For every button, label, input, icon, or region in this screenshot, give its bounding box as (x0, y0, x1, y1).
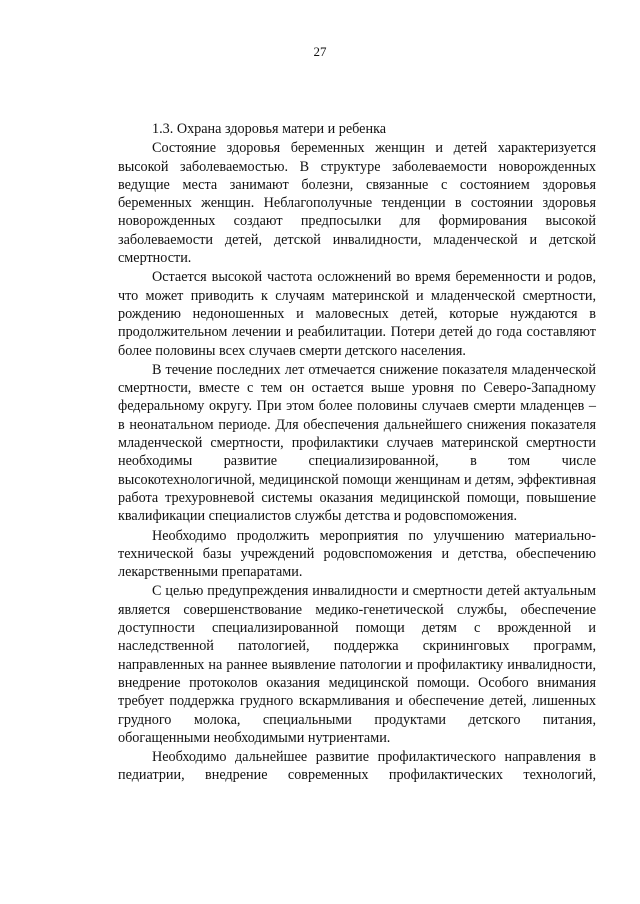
paragraph-prevention-development: Необходимо дальнейшее развитие профилактического направления в педиатрии, внедрение современных профилактических технологий, (118, 749, 596, 784)
paragraph-health-status: Состояние здоровья беременных женщин и детей характеризуется высокой заболеваемостью. В структуре заболеваемости новорожденных ведущие места занимают болезни, связанные с состоянием здоровья беременных женщин. Неблагополучные тенденции в состоянии здоровья новорожденных создают предпосылки для формирования высокой заболеваемости детей, детской инвалидности, младенческой и детской смертности. (118, 140, 596, 267)
paragraph-infant-mortality: В течение последних лет отмечается снижение показателя младенческой смертности, вместе с тем он остается выше уровня по Северо-Западному федеральному округу. При этом более половины случаев смерти младенцев – в неонатальном периоде. Для обеспечения дальнейшего снижения показателя младенческой смертности, профилактики случаев материнской смертности необходимы развитие специализированной, в том числе высокотехнологичной, медицинской помощи женщинам и детям, эффективная работа трехуровневой системы оказания медицинской помощи, повышение квалификации специалистов службы детства и родовспоможения. (118, 361, 596, 525)
document-body (118, 120, 596, 786)
page-number: 27 (313, 44, 327, 59)
section-heading: 1.3. Охрана здоровья матери и ребенка (152, 121, 387, 137)
paragraph-complications: Остается высокой частота осложнений во время беременности и родов, что может приводить к случаям материнской и младенческой смертности, рождению недоношенных и маловесных детей, которые нуждаются в продолжительном лечении и реабилитации. Потери детей до года составляют более половины всех случаев смерти детского населения. (118, 269, 596, 359)
paragraph-material-base: Необходимо продолжить мероприятия по улучшению материально-технической базы учреждений родовспоможения и детства, обеспечению лекарственными препаратами. (118, 527, 596, 581)
paragraph-disability-prevention: С целью предупреждения инвалидности и смертности детей актуальным является совершенствование медико-генетической службы, обеспечение доступности специализированной помощи детям с врожденной и наследственной патологией, поддержка скрининговых программ, направленных на раннее выявление патологии и профилактику инвалидности, внедрение протоколов оказания медицинской помощи. Особого внимания требует поддержка грудного вскармливания и обеспечение детей, лишенных грудного молока, специальными продуктами детского питания, обогащенными необходимыми нутриентами. (118, 583, 596, 746)
